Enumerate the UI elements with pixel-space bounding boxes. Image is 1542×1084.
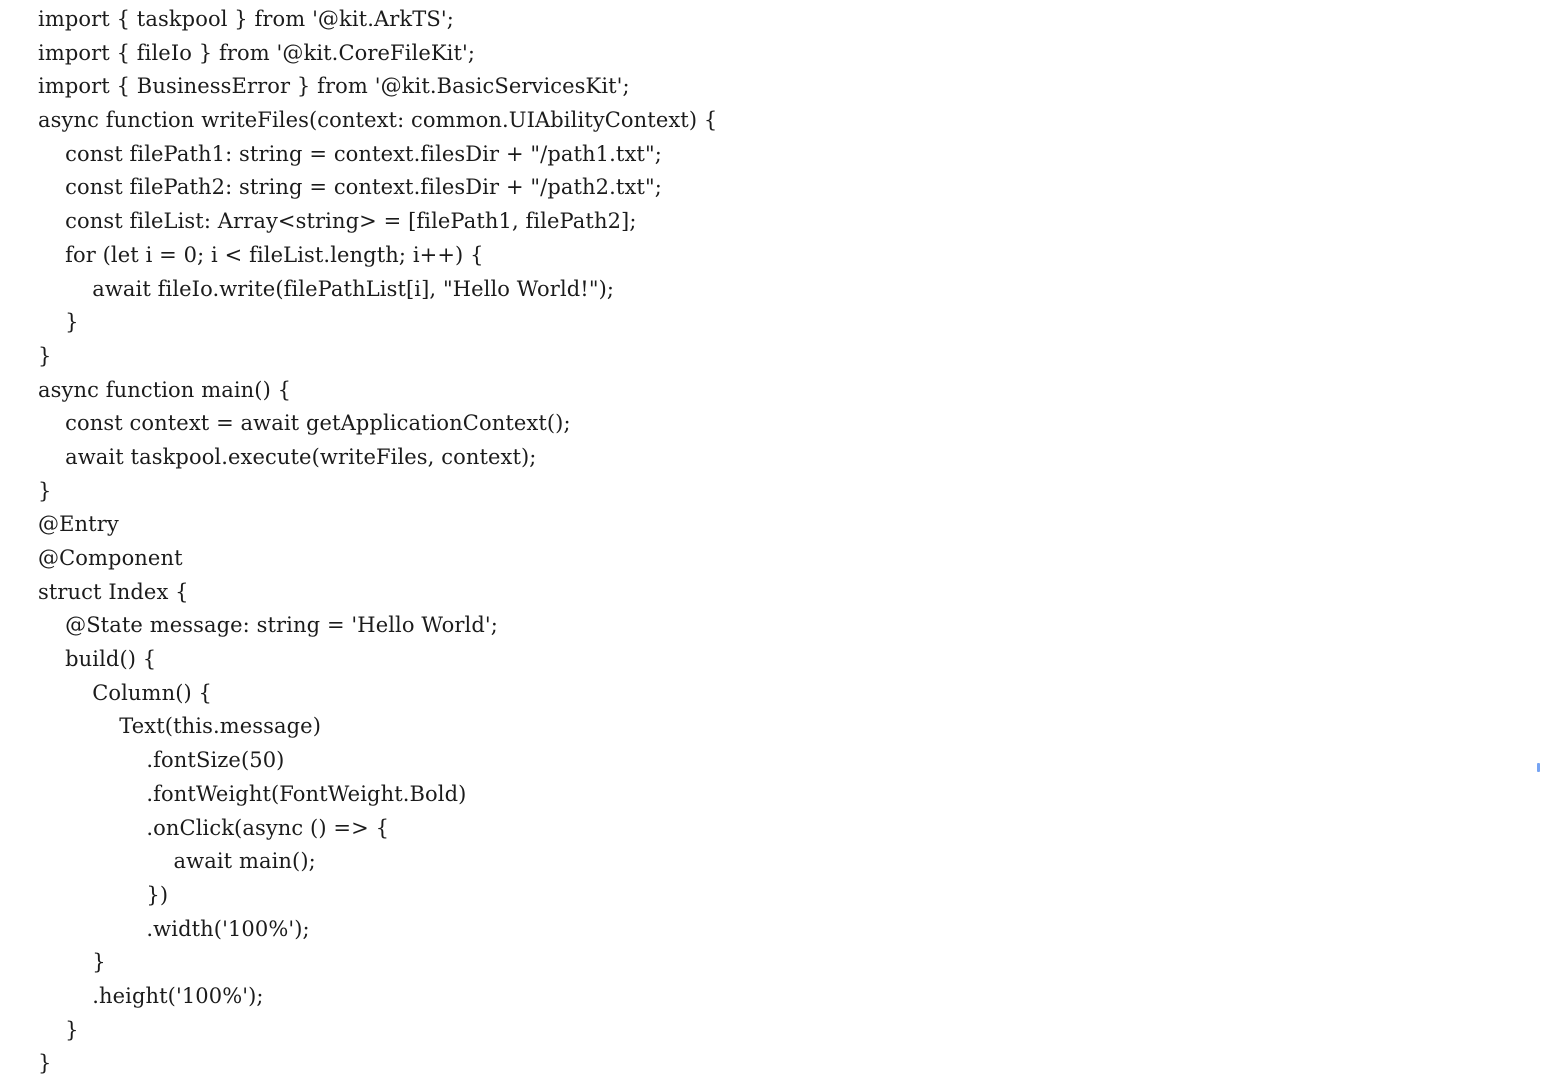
code-line: import { BusinessError } from '@kit.BasicServicesKit'; [38, 74, 630, 99]
blue-artifact-mark [1537, 763, 1540, 772]
code-line: const fileList: Array<string> = [filePath1, filePath2]; [38, 209, 637, 234]
code-line: .fontSize(50) [38, 748, 285, 773]
code-line: async function main() { [38, 377, 292, 402]
code-line: await fileIo.write(filePathList[i], "Hello World!"); [38, 276, 615, 301]
code-line: }) [38, 882, 169, 907]
code-line: import { taskpool } from '@kit.ArkTS'; [38, 7, 454, 31]
code-line: import { fileIo } from '@kit.CoreFileKit'; [38, 40, 476, 65]
code-line: } [38, 1017, 79, 1042]
code-line: .height('100%'); [38, 983, 264, 1008]
code-line: for (let i = 0; i < fileList.length; i++) { [38, 242, 484, 267]
code-line: .width('100%'); [38, 916, 310, 941]
code-line: const filePath1: string = context.filesDir + "/path1.txt"; [38, 141, 662, 166]
code-line: } [38, 1051, 52, 1076]
code-line: const filePath2: string = context.filesDir + "/path2.txt"; [38, 175, 662, 200]
code-line: @Entry [38, 512, 119, 537]
code-line: async function writeFiles(context: common.UIAbilityContext) { [38, 108, 718, 133]
code-line: build() { [38, 647, 157, 672]
code-line: .onClick(async () => { [38, 815, 390, 840]
code-line: .fontWeight(FontWeight.Bold) [38, 781, 467, 806]
code-line: await taskpool.execute(writeFiles, context); [38, 444, 537, 469]
code-line: @Component [38, 546, 183, 570]
code-line: } [38, 310, 79, 335]
code-line: } [38, 343, 52, 368]
code-line: await main(); [38, 849, 316, 874]
code-line: const context = await getApplicationContext(); [38, 411, 571, 436]
code-line: @State message: string = 'Hello World'; [38, 613, 498, 638]
code-line: } [38, 478, 52, 503]
code-line: struct Index { [38, 579, 189, 604]
code-line: Column() { [38, 680, 213, 705]
code-line: Text(this.message) [38, 714, 321, 739]
code-line: } [38, 950, 106, 975]
